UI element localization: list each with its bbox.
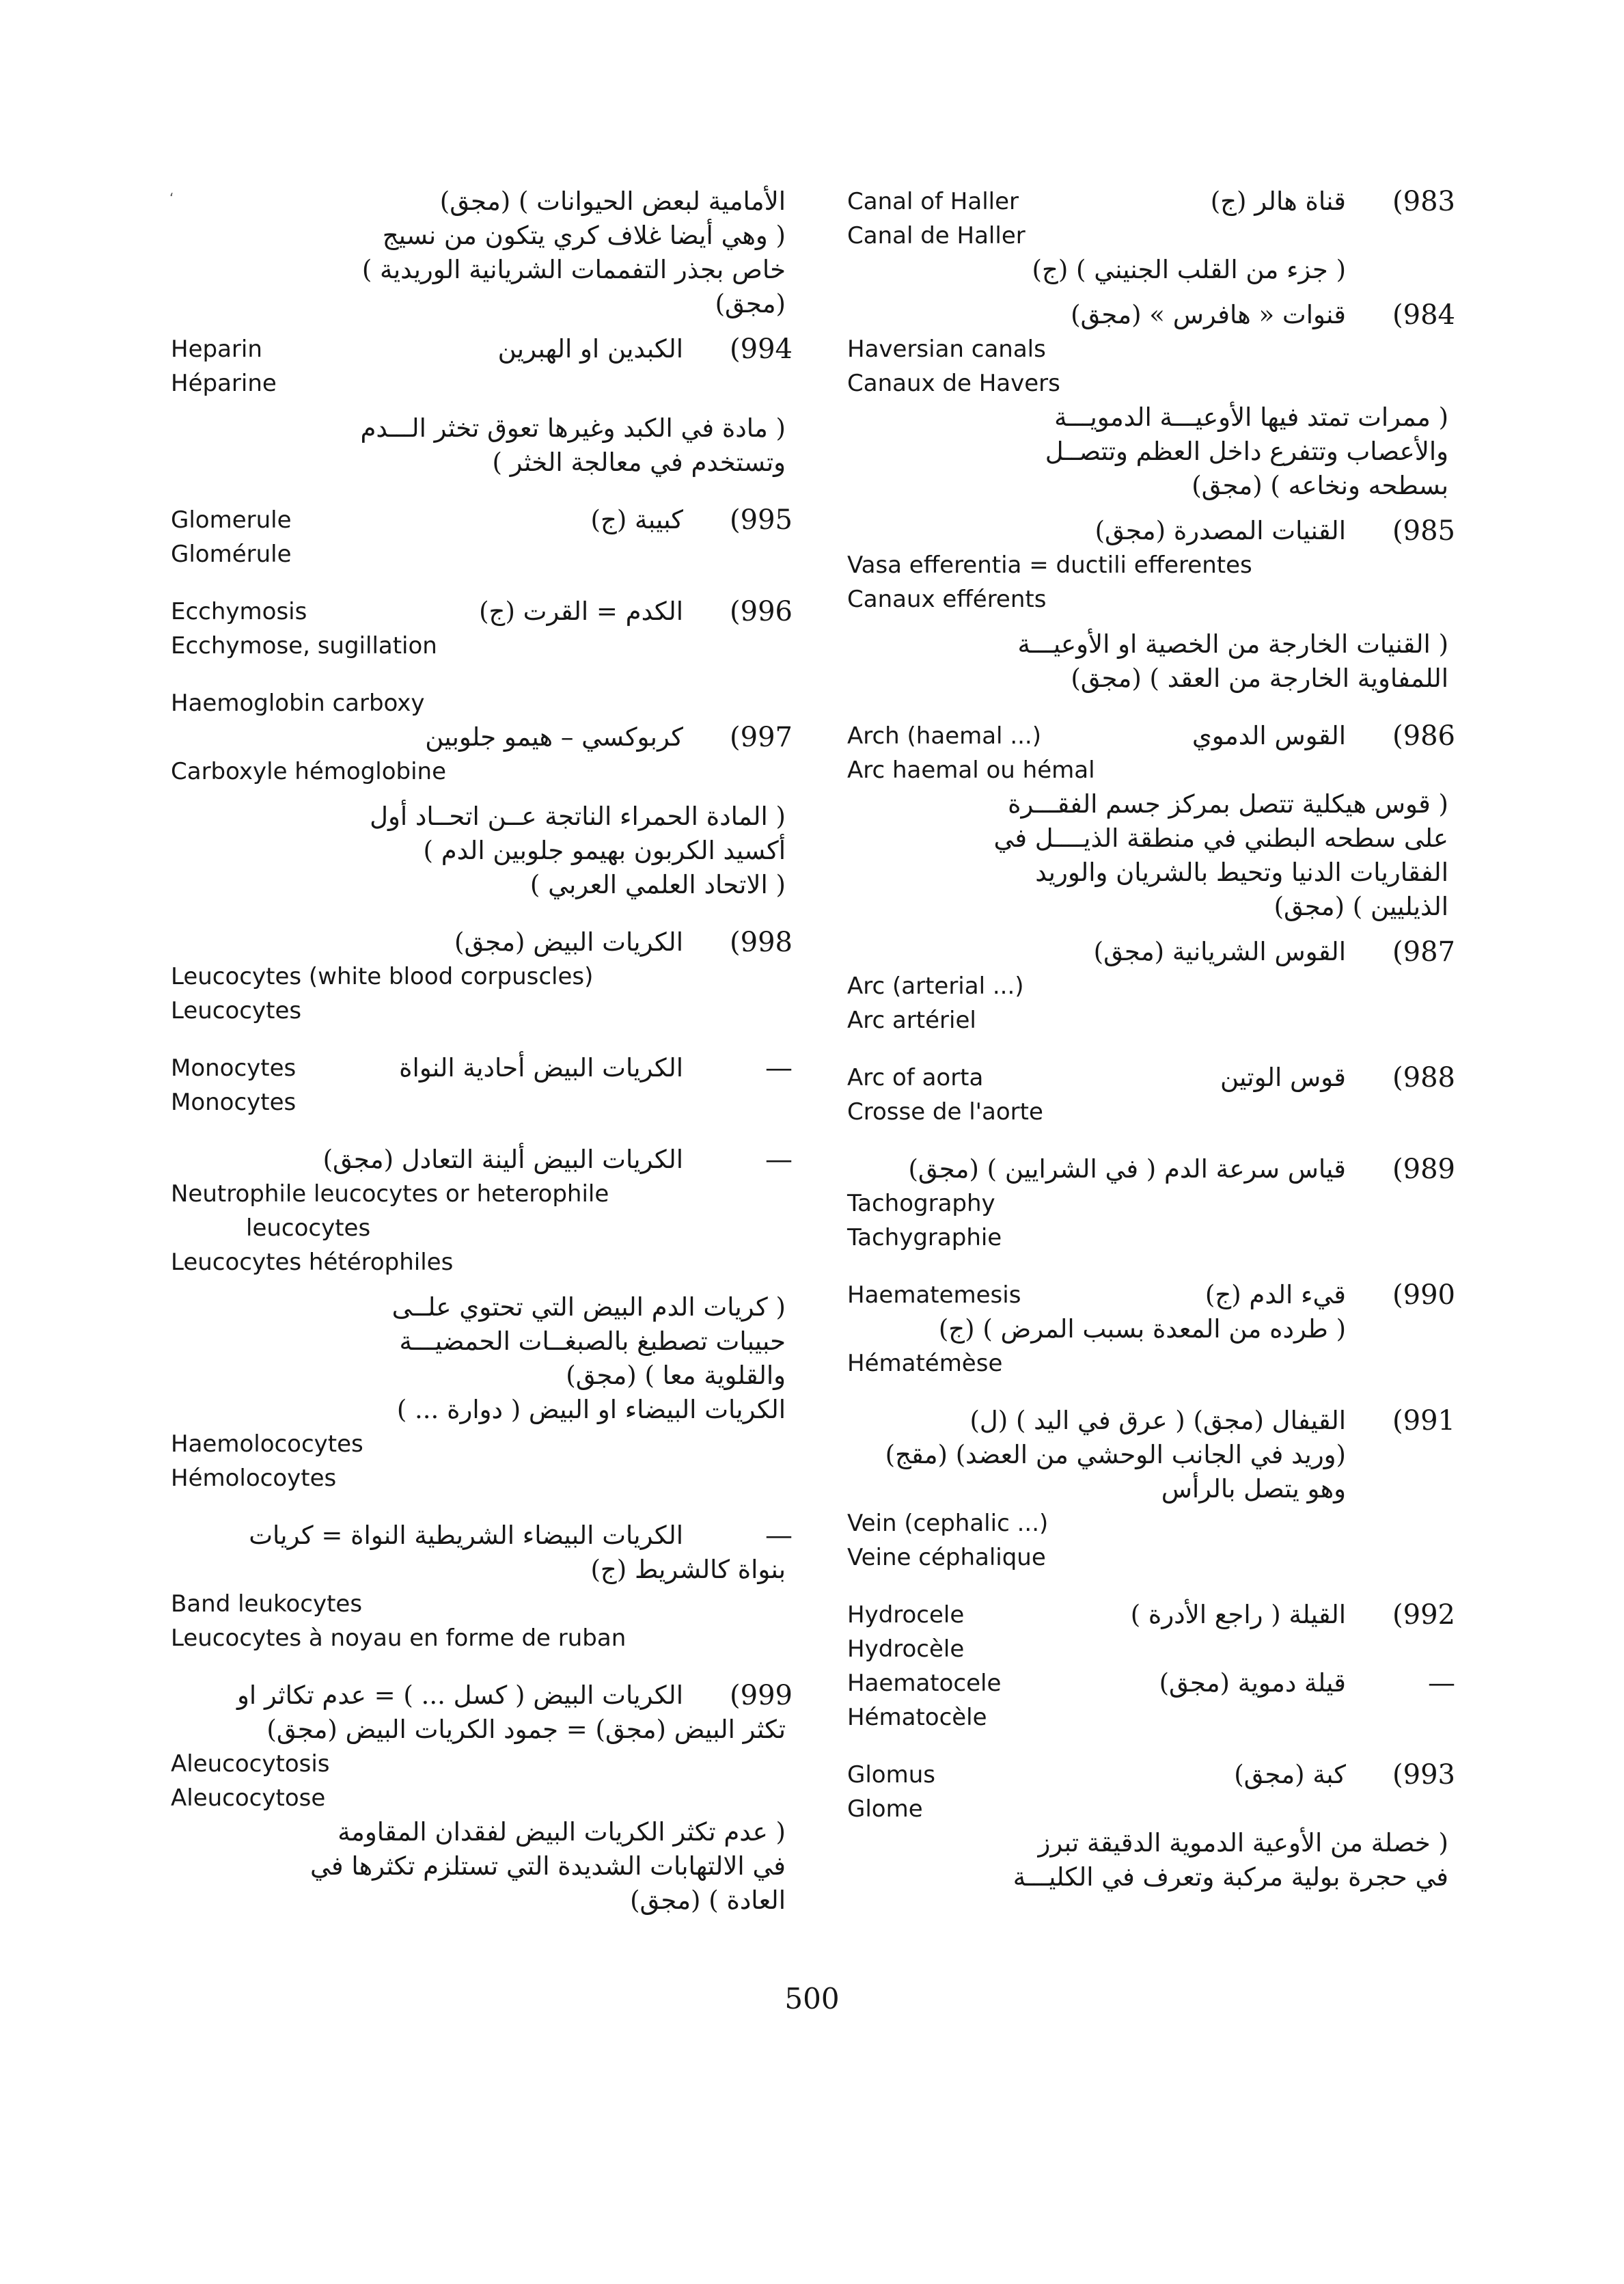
arabic-term: الكريات البيضاء او البيض ( دوارة ... ) [396,1395,786,1424]
english-term: Heparin [171,336,262,363]
arabic-term: القنيات المصدرة (مجق) [1095,516,1346,545]
entry-dash: — [765,1144,793,1175]
entry-number: (989 [1392,1154,1455,1185]
french-term: Glomérule [171,541,292,568]
entry-monocytes [171,1051,793,1119]
arabic-term: قيلة دموية (مجق) [1159,1668,1346,1698]
arabic-definition: على سطحه البطني في منطقة الذيــــل في [993,824,1448,853]
entry-996 [171,595,793,663]
french-term: Hémolocoytes [171,1465,337,1492]
french-term: Arc artériel [847,1007,976,1034]
entry-haematocele [847,1666,1455,1735]
english-term: Haversian canals [847,336,1046,363]
entry-number: (985 [1392,515,1455,547]
french-term: Veine céphalique [847,1544,1046,1571]
arabic-definition: أكسيد الكربون بهيمو جلوبين الدم ) [423,836,786,865]
french-term: Leucocytes à noyau en forme de ruban [171,1624,627,1652]
entry-dash: — [1428,1668,1455,1699]
english-term: Tachography [847,1190,995,1217]
arabic-definition: ( الاتحاد العلمي العربي ) [529,870,786,899]
entry-983 [847,185,1455,287]
english-term: Arch (haemal ...) [847,722,1042,750]
english-term: Ecchymosis [171,598,307,625]
arabic-term: كربوكسي – هيمو جلوبين [425,722,683,752]
arabic-definition: ( طرده من المعدة بسبب المرض ) (ج) [938,1314,1346,1344]
entry-number: (988 [1392,1062,1455,1093]
entry-number: (996 [730,596,793,627]
entry-989 [847,1152,1455,1255]
english-term: Hydrocele [847,1601,965,1629]
english-term: Arc (arterial ...) [847,973,1024,1000]
entry-number: (994 [730,334,793,365]
entry-991 [847,1404,1455,1575]
english-term: Arc of aorta [847,1064,984,1091]
french-term: Hydrocèle [847,1635,965,1663]
arabic-term: كبيبة (ج) [590,505,683,534]
margin-mark: ‘ [169,190,174,206]
french-term: Glome [847,1795,923,1823]
arabic-definition: ( قوس هيكلية تتصل بمركز جسم الفقـــرة [1008,789,1448,819]
entry-number: (984 [1392,299,1455,331]
arabic-term: الكريات البيض أحادية النواة [399,1053,683,1083]
arabic-definition: والأعصاب وتتفرع داخل العظم وتتصــل [1045,437,1448,466]
page-number: 500 [784,1982,840,2015]
arabic-term-cont: بنواة كالشريط (ج) [590,1555,786,1584]
arabic-term: قياس سرعة الدم ( في الشرايين ) (مجق) [908,1154,1346,1184]
arabic-term: الكريات البيض ألينة التعادل (مجق) [322,1145,683,1174]
arabic-term: كبة (مجق) [1234,1760,1346,1789]
arabic-definition: وهو يتصل بالرأس [1161,1474,1346,1504]
arabic-definition: (مجق) [715,289,786,318]
english-term: Vein (cephalic ...) [847,1510,1049,1537]
entry-number: (998 [730,927,793,958]
arabic-definition: الأمامية لبعض الحيوانات ) (مجق) [439,187,786,216]
arabic-definition: ( القنيات الخارجة من الخصية او الأوعيـــة [1017,629,1448,659]
entry-neutrophile [171,1143,793,1495]
entry-dash: — [765,1520,793,1551]
english-term: Haematocele [847,1670,1002,1697]
entry-number: (997 [730,722,793,753]
arabic-definition: والقلوية معا ) (مجق) [566,1361,786,1390]
entry-995 [171,503,793,571]
entry-987 [847,935,1455,1037]
arabic-definition: في الالتهابات الشديدة التي تستلزم تكثرها في [310,1851,786,1881]
english-term: Monocytes [171,1055,297,1082]
entry-998 [171,925,793,1028]
arabic-definition: وتستخدم في معالجة الخثر ) [492,448,786,477]
arabic-definition: خاص بجذر التفممات الشريانية الوريدية ) [361,255,786,284]
entry-dash: — [765,1052,793,1084]
arabic-definition: ( خصلة من الأوعية الدموية الدقيقة تبرز [1038,1828,1448,1858]
arabic-term: قيء الدم (ج) [1205,1280,1346,1309]
arabic-definition: الذيليين ) (مجق) [1274,892,1448,921]
right-column [847,185,1455,1894]
entry-number: (992 [1392,1599,1455,1631]
arabic-term: قناة هالر (ج) [1210,187,1346,216]
entry-number: (983 [1392,186,1455,217]
french-term: Hématocèle [847,1704,987,1731]
entry-994 [171,332,793,480]
entry-number: (993 [1392,1759,1455,1791]
arabic-term: الكبدين او الهبرين [497,334,683,364]
entry-993 [847,1758,1455,1894]
entry-number: (999 [730,1680,793,1711]
french-term: Arc haemal ou hémal [847,757,1095,784]
arabic-term: قوس الوتين [1220,1063,1346,1092]
english-term: Vasa efferentia = ductili efferentes [847,552,1252,579]
arabic-definition: (وريد في الجانب الوحشي من العضد) (مقج) [885,1440,1346,1469]
arabic-definition: حبيبات تصطبغ بالصبغــات الحمضيـــة [399,1327,786,1356]
entry-number: (991 [1392,1405,1455,1437]
entry-continued [171,185,786,321]
entry-number: (990 [1392,1279,1455,1311]
english-term: Glomus [847,1761,935,1789]
entry-band-leukocytes [171,1519,793,1655]
entry-986 [847,719,1455,924]
french-term: Canal de Haller [847,222,1026,249]
entry-985 [847,514,1455,696]
entry-997 [171,686,793,902]
english-term: Band leukocytes [171,1590,363,1618]
english-term: Haematemesis [847,1281,1021,1309]
arabic-definition: اللمفاوية الخارجة من العقد ) (مجق) [1071,664,1448,693]
arabic-term: القيلة ( راجع الأدرة ) [1130,1600,1346,1629]
entry-number: (986 [1392,720,1455,752]
arabic-definition: الفقاريات الدنيا وتحيط بالشريان والوريد [1035,858,1448,887]
french-term: Aleucocytose [171,1784,326,1812]
arabic-definition: ( ممرات تمتد فيها الأوعيـــة الدمويـــة [1054,403,1448,432]
entry-988 [847,1061,1455,1129]
french-term: Carboxyle hémoglobine [171,758,447,785]
entry-999 [171,1678,793,1918]
french-term: Monocytes [171,1089,297,1116]
english-term: Leucocytes (white blood corpuscles) [171,963,594,990]
arabic-term: القوس الدموي [1192,721,1346,750]
french-term: Leucocytes hétérophiles [171,1249,454,1276]
french-term: Héparine [171,370,277,397]
entry-992 [847,1598,1455,1666]
arabic-term: القوس الشريانية (مجق) [1093,937,1346,966]
entry-number: (987 [1392,936,1455,968]
arabic-definition: في حجرة بولية مركبة وتعرف في الكليـــة [1013,1862,1448,1892]
arabic-definition: ( مادة في الكبد وغيرها تعوق تخثر الـــدم [360,413,786,443]
english-term: Neutrophile leucocytes or heterophile [171,1180,609,1208]
arabic-definition: ( عدم تكثر الكريات البيض لفقدان المقاومة [338,1817,786,1847]
arabic-term: الكريات البيض ( كسل ... ) = عدم تكاثر او [237,1681,683,1710]
arabic-definition: ( جزء من القلب الجنيني ) (ج) [1032,255,1346,284]
arabic-term: الكريات البيض (مجق) [454,927,683,957]
arabic-definition: ( وهي أيضا غلاف كري يتكون من نسيج [382,221,786,250]
english-term: Canal of Haller [847,188,1019,215]
french-term: Crosse de l'aorte [847,1098,1043,1126]
arabic-term: الكريات البيضاء الشريطية النواة = كريات [249,1521,683,1550]
arabic-term-cont: تكثر البيض (مجق) = جمود الكريات البيض (مجق) [266,1715,786,1744]
entry-984 [847,298,1455,503]
arabic-definition: ( كريات الدم البيض التي تحتوي علــى [391,1292,786,1322]
french-term: Ecchymose, sugillation [171,632,437,660]
arabic-definition: العادة ) (مجق) [630,1886,786,1915]
entry-990 [847,1278,1455,1381]
arabic-definition: ( المادة الحمراء الناتجة عــن اتحــاد أول [370,802,786,831]
english-term: Haemolococytes [171,1430,363,1458]
entry-number: (995 [730,504,793,536]
french-term: Hématémèse [847,1350,1003,1377]
french-term: Tachygraphie [847,1224,1002,1251]
french-term: Canaux efférents [847,586,1047,613]
english-term: Haemoglobin carboxy [171,690,425,717]
arabic-term: قنوات « هافرس » (مجق) [1071,300,1346,329]
arabic-definition: بسطحه ونخاعه ) (مجق) [1192,471,1448,500]
english-term-cont: leucocytes [246,1214,371,1242]
english-term: Aleucocytosis [171,1750,330,1778]
french-term: Canaux de Havers [847,370,1060,397]
english-term: Glomerule [171,506,292,534]
arabic-term: الكدم = القرت (ج) [479,597,683,626]
french-term: Leucocytes [171,997,302,1024]
arabic-term: القيفال (مجق) ( عرق في اليد ) (ل) [969,1406,1346,1435]
left-column [171,185,793,1918]
